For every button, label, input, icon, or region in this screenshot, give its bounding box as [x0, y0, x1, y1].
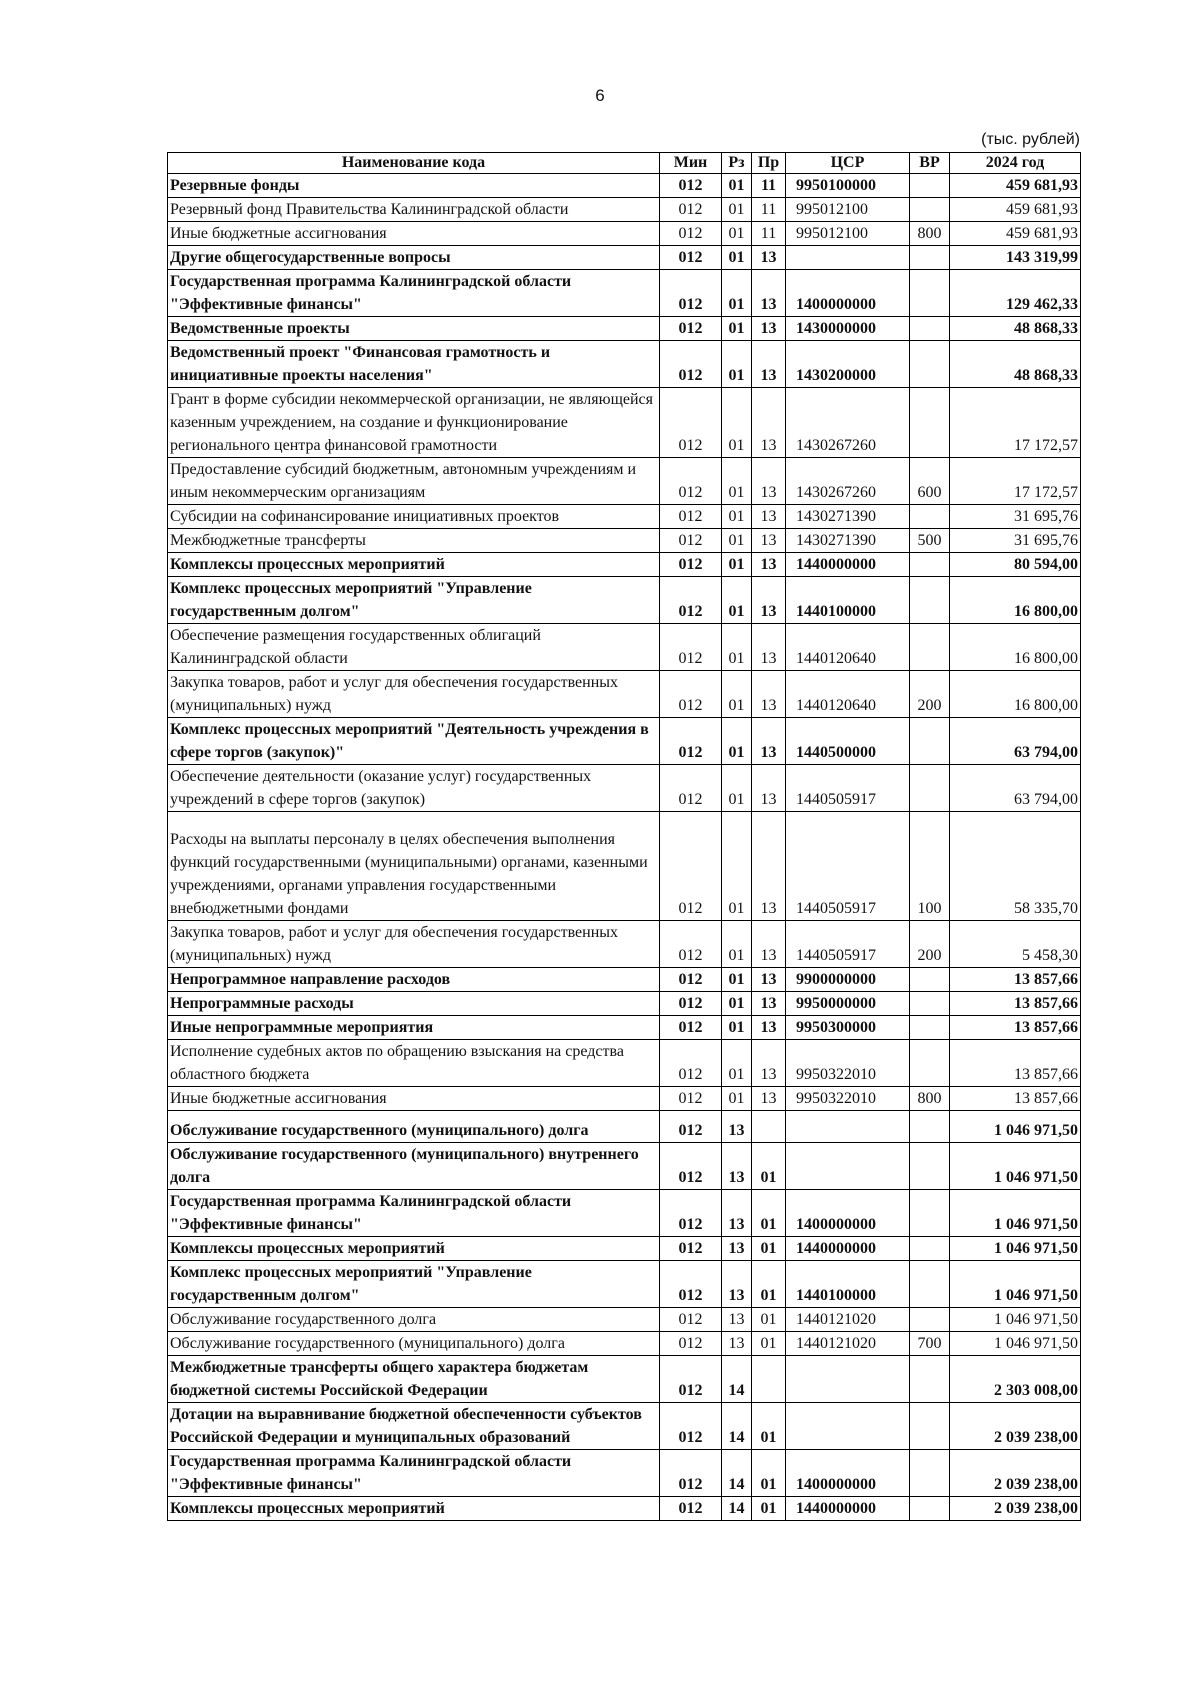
- row-name: Государственная программа Калининградской области "Эффективные финансы": [168, 270, 660, 317]
- row-name: Ведомственные проекты: [168, 317, 660, 341]
- row-csr: 1440120640: [786, 671, 910, 718]
- row-amount: 1 046 971,50: [950, 1261, 1081, 1308]
- table-row: [168, 1332, 1081, 1356]
- row-min: 012: [660, 1190, 722, 1237]
- row-amount: 16 800,00: [950, 577, 1081, 624]
- header-vr: ВР: [910, 153, 950, 174]
- table-row: [168, 1261, 1081, 1308]
- row-amount: 31 695,76: [950, 529, 1081, 553]
- table-row: [168, 812, 1081, 921]
- table-row: [168, 577, 1081, 624]
- row-amount: 459 681,93: [950, 222, 1081, 246]
- row-min: 012: [660, 174, 722, 198]
- row-csr: 1440100000: [786, 1261, 910, 1308]
- row-vr: [910, 1143, 950, 1190]
- row-rz: 01: [722, 222, 752, 246]
- row-amount: 80 594,00: [950, 553, 1081, 577]
- row-csr: 1430267260: [786, 458, 910, 505]
- row-rz: 01: [722, 968, 752, 992]
- row-vr: [910, 1261, 950, 1308]
- row-vr: [910, 1190, 950, 1237]
- header-year: 2024 год: [950, 153, 1081, 174]
- row-rz: 01: [722, 992, 752, 1016]
- row-pr: 13: [752, 718, 786, 765]
- table-row: [168, 1040, 1081, 1087]
- row-name: Грант в форме субсидии некоммерческой организации, не являющейся казенным учреждением, на создание и функционирование регионального центра финансовой грамотности: [168, 388, 660, 458]
- row-pr: [752, 1356, 786, 1403]
- row-min: 012: [660, 1403, 722, 1450]
- table-row: [168, 1143, 1081, 1190]
- row-rz: 01: [722, 174, 752, 198]
- row-csr: 1430271390: [786, 505, 910, 529]
- row-min: 012: [660, 1040, 722, 1087]
- row-csr: 1440000000: [786, 1497, 910, 1521]
- row-amount: 1 046 971,50: [950, 1237, 1081, 1261]
- row-name: Иные непрограммные мероприятия: [168, 1016, 660, 1040]
- table-row: [168, 765, 1081, 812]
- row-pr: 01: [752, 1332, 786, 1356]
- row-amount: 459 681,93: [950, 174, 1081, 198]
- row-amount: 48 868,33: [950, 341, 1081, 388]
- row-rz: 13: [722, 1237, 752, 1261]
- row-pr: 13: [752, 341, 786, 388]
- row-csr: 1440000000: [786, 553, 910, 577]
- row-pr: 01: [752, 1190, 786, 1237]
- row-csr: 1400000000: [786, 1190, 910, 1237]
- row-pr: 13: [752, 553, 786, 577]
- row-rz: 01: [722, 553, 752, 577]
- row-pr: 13: [752, 1040, 786, 1087]
- row-rz: 01: [722, 718, 752, 765]
- row-vr: [910, 992, 950, 1016]
- row-csr: 1440500000: [786, 718, 910, 765]
- row-amount: 31 695,76: [950, 505, 1081, 529]
- row-vr: [910, 1403, 950, 1450]
- row-pr: [752, 1111, 786, 1143]
- row-name: Комплекс процессных мероприятий "Управление государственным долгом": [168, 1261, 660, 1308]
- header-min: Мин: [660, 153, 722, 174]
- row-min: 012: [660, 1332, 722, 1356]
- row-name: Предоставление субсидий бюджетным, автономным учреждениям и иным некоммерческим организациям: [168, 458, 660, 505]
- row-name: Непрограммное направление расходов: [168, 968, 660, 992]
- row-min: 012: [660, 1356, 722, 1403]
- row-pr: 13: [752, 317, 786, 341]
- row-name: Расходы на выплаты персоналу в целях обеспечения выполнения функций государственными (муниципальными) органами, казенными учреждениями, органами управления государственными внебюджетными фондами: [168, 812, 660, 921]
- row-pr: 01: [752, 1308, 786, 1332]
- row-name: Иные бюджетные ассигнования: [168, 1087, 660, 1111]
- row-amount: 2 303 008,00: [950, 1356, 1081, 1403]
- row-min: 012: [660, 1143, 722, 1190]
- row-csr: [786, 246, 910, 270]
- row-csr: 1440121020: [786, 1308, 910, 1332]
- row-min: 012: [660, 458, 722, 505]
- row-csr: 1430267260: [786, 388, 910, 458]
- row-name: Обслуживание государственного долга: [168, 1308, 660, 1332]
- table-row: [168, 529, 1081, 553]
- row-csr: 1430000000: [786, 317, 910, 341]
- row-rz: 14: [722, 1356, 752, 1403]
- row-name: Резервный фонд Правительства Калининградской области: [168, 198, 660, 222]
- row-csr: 1440121020: [786, 1332, 910, 1356]
- row-pr: 13: [752, 1016, 786, 1040]
- row-amount: 2 039 238,00: [950, 1450, 1081, 1497]
- table-row: [168, 921, 1081, 968]
- row-min: 012: [660, 624, 722, 671]
- row-amount: 1 046 971,50: [950, 1190, 1081, 1237]
- row-pr: 13: [752, 577, 786, 624]
- row-name: Обслуживание государственного (муниципального) долга: [168, 1111, 660, 1143]
- row-name: Резервные фонды: [168, 174, 660, 198]
- row-csr: 9950300000: [786, 1016, 910, 1040]
- table-row: [168, 458, 1081, 505]
- row-csr: 1430271390: [786, 529, 910, 553]
- row-vr: [910, 718, 950, 765]
- row-vr: [910, 765, 950, 812]
- row-rz: 13: [722, 1308, 752, 1332]
- row-pr: 13: [752, 270, 786, 317]
- row-vr: [910, 1016, 950, 1040]
- row-name: Государственная программа Калининградской области "Эффективные финансы": [168, 1450, 660, 1497]
- row-min: 012: [660, 198, 722, 222]
- row-csr: 9900000000: [786, 968, 910, 992]
- row-amount: 48 868,33: [950, 317, 1081, 341]
- row-amount: 17 172,57: [950, 388, 1081, 458]
- row-name: Закупка товаров, работ и услуг для обеспечения государственных (муниципальных) нужд: [168, 671, 660, 718]
- row-rz: 01: [722, 270, 752, 317]
- table-body: [168, 174, 1081, 1521]
- row-min: 012: [660, 529, 722, 553]
- row-rz: 01: [722, 317, 752, 341]
- row-amount: 58 335,70: [950, 812, 1081, 921]
- row-name: Обеспечение размещения государственных облигаций Калининградской области: [168, 624, 660, 671]
- row-amount: 2 039 238,00: [950, 1497, 1081, 1521]
- row-vr: 800: [910, 222, 950, 246]
- row-min: 012: [660, 1087, 722, 1111]
- table-row: [168, 1087, 1081, 1111]
- row-csr: [786, 1111, 910, 1143]
- row-rz: 14: [722, 1497, 752, 1521]
- row-rz: 01: [722, 388, 752, 458]
- row-amount: 63 794,00: [950, 765, 1081, 812]
- row-min: 012: [660, 577, 722, 624]
- row-pr: 11: [752, 222, 786, 246]
- row-vr: [910, 1356, 950, 1403]
- row-min: 012: [660, 812, 722, 921]
- row-name: Государственная программа Калининградской области "Эффективные финансы": [168, 1190, 660, 1237]
- row-rz: 01: [722, 458, 752, 505]
- row-amount: 13 857,66: [950, 1040, 1081, 1087]
- row-vr: [910, 1308, 950, 1332]
- row-amount: 143 319,99: [950, 246, 1081, 270]
- row-vr: [910, 341, 950, 388]
- row-amount: 1 046 971,50: [950, 1143, 1081, 1190]
- row-amount: 16 800,00: [950, 671, 1081, 718]
- row-min: 012: [660, 921, 722, 968]
- row-vr: [910, 198, 950, 222]
- row-amount: 13 857,66: [950, 968, 1081, 992]
- row-vr: [910, 968, 950, 992]
- row-vr: 500: [910, 529, 950, 553]
- row-csr: [786, 1143, 910, 1190]
- row-name: Межбюджетные трансферты: [168, 529, 660, 553]
- row-pr: 01: [752, 1261, 786, 1308]
- row-pr: 01: [752, 1237, 786, 1261]
- table-row: [168, 1497, 1081, 1521]
- row-rz: 01: [722, 671, 752, 718]
- table-row: [168, 1190, 1081, 1237]
- row-csr: 1440000000: [786, 1237, 910, 1261]
- row-rz: 01: [722, 1016, 752, 1040]
- row-min: 012: [660, 1497, 722, 1521]
- row-csr: 9950100000: [786, 174, 910, 198]
- row-rz: 13: [722, 1190, 752, 1237]
- row-min: 012: [660, 341, 722, 388]
- row-pr: 01: [752, 1450, 786, 1497]
- table-row: [168, 270, 1081, 317]
- row-csr: 1400000000: [786, 270, 910, 317]
- row-min: 012: [660, 968, 722, 992]
- row-rz: 01: [722, 624, 752, 671]
- row-pr: 11: [752, 174, 786, 198]
- table-row: [168, 671, 1081, 718]
- budget-table: [167, 152, 1081, 1521]
- row-min: 012: [660, 992, 722, 1016]
- row-csr: 1440505917: [786, 765, 910, 812]
- row-rz: 01: [722, 246, 752, 270]
- row-pr: 13: [752, 1087, 786, 1111]
- table-row: [168, 198, 1081, 222]
- table-row: [168, 341, 1081, 388]
- row-name: Обслуживание государственного (муниципального) долга: [168, 1332, 660, 1356]
- row-min: 012: [660, 671, 722, 718]
- row-name: Комплекс процессных мероприятий "Управление государственным долгом": [168, 577, 660, 624]
- row-pr: 01: [752, 1497, 786, 1521]
- table-row: [168, 718, 1081, 765]
- row-pr: 13: [752, 968, 786, 992]
- row-vr: 100: [910, 812, 950, 921]
- row-rz: 13: [722, 1111, 752, 1143]
- row-pr: 13: [752, 458, 786, 505]
- row-vr: [910, 1040, 950, 1087]
- row-pr: 13: [752, 812, 786, 921]
- row-rz: 14: [722, 1403, 752, 1450]
- row-csr: 1440100000: [786, 577, 910, 624]
- table-row: [168, 553, 1081, 577]
- row-pr: 13: [752, 671, 786, 718]
- header-name: Наименование кода: [168, 153, 660, 174]
- row-min: 012: [660, 317, 722, 341]
- row-pr: 13: [752, 505, 786, 529]
- table-row: [168, 624, 1081, 671]
- row-name: Обеспечение деятельности (оказание услуг) государственных учреждений в сфере торгов (закупок): [168, 765, 660, 812]
- row-vr: [910, 577, 950, 624]
- row-rz: 01: [722, 341, 752, 388]
- row-pr: 13: [752, 765, 786, 812]
- row-csr: 995012100: [786, 198, 910, 222]
- row-name: Исполнение судебных актов по обращению взыскания на средства областного бюджета: [168, 1040, 660, 1087]
- row-min: 012: [660, 1111, 722, 1143]
- row-vr: [910, 270, 950, 317]
- row-vr: [910, 388, 950, 458]
- row-rz: 01: [722, 1087, 752, 1111]
- row-rz: 13: [722, 1143, 752, 1190]
- row-vr: [910, 1497, 950, 1521]
- row-vr: [910, 246, 950, 270]
- row-rz: 01: [722, 505, 752, 529]
- header-pr: Пр: [752, 153, 786, 174]
- row-amount: 16 800,00: [950, 624, 1081, 671]
- row-pr: 01: [752, 1143, 786, 1190]
- row-amount: 129 462,33: [950, 270, 1081, 317]
- row-rz: 01: [722, 577, 752, 624]
- row-name: Комплексы процессных мероприятий: [168, 1497, 660, 1521]
- row-min: 012: [660, 718, 722, 765]
- row-name: Ведомственный проект "Финансовая грамотность и инициативные проекты населения": [168, 341, 660, 388]
- row-pr: 13: [752, 921, 786, 968]
- table-row: [168, 1356, 1081, 1403]
- row-csr: 1440120640: [786, 624, 910, 671]
- row-csr: 1430200000: [786, 341, 910, 388]
- row-amount: 1 046 971,50: [950, 1111, 1081, 1143]
- row-amount: 13 857,66: [950, 1016, 1081, 1040]
- row-amount: 5 458,30: [950, 921, 1081, 968]
- row-pr: 01: [752, 1403, 786, 1450]
- table-row: [168, 1111, 1081, 1143]
- row-rz: 01: [722, 1040, 752, 1087]
- row-vr: [910, 317, 950, 341]
- row-min: 012: [660, 1016, 722, 1040]
- row-vr: [910, 174, 950, 198]
- row-rz: 13: [722, 1332, 752, 1356]
- row-csr: 9950322010: [786, 1087, 910, 1111]
- row-rz: 01: [722, 921, 752, 968]
- row-name: Межбюджетные трансферты общего характера бюджетам бюджетной системы Российской Федерации: [168, 1356, 660, 1403]
- row-rz: 01: [722, 765, 752, 812]
- row-pr: 13: [752, 624, 786, 671]
- row-pr: 13: [752, 529, 786, 553]
- row-csr: [786, 1356, 910, 1403]
- row-name: Комплексы процессных мероприятий: [168, 553, 660, 577]
- row-name: Другие общегосударственные вопросы: [168, 246, 660, 270]
- row-min: 012: [660, 222, 722, 246]
- row-amount: 2 039 238,00: [950, 1403, 1081, 1450]
- row-vr: 800: [910, 1087, 950, 1111]
- table-row: [168, 174, 1081, 198]
- table-row: [168, 222, 1081, 246]
- row-amount: 459 681,93: [950, 198, 1081, 222]
- row-name: Непрограммные расходы: [168, 992, 660, 1016]
- row-name: Комплексы процессных мероприятий: [168, 1237, 660, 1261]
- row-vr: [910, 624, 950, 671]
- table-row: [168, 1237, 1081, 1261]
- row-min: 012: [660, 765, 722, 812]
- row-min: 012: [660, 553, 722, 577]
- row-name: Субсидии на софинансирование инициативных проектов: [168, 505, 660, 529]
- row-pr: 11: [752, 198, 786, 222]
- row-min: 012: [660, 505, 722, 529]
- row-rz: 01: [722, 198, 752, 222]
- row-vr: [910, 1450, 950, 1497]
- units-label: (тыс. рублей): [981, 131, 1080, 148]
- row-csr: 995012100: [786, 222, 910, 246]
- row-csr: 1440505917: [786, 812, 910, 921]
- row-csr: 1400000000: [786, 1450, 910, 1497]
- row-name: Закупка товаров, работ и услуг для обеспечения государственных (муниципальных) нужд: [168, 921, 660, 968]
- table-row: [168, 1016, 1081, 1040]
- row-min: 012: [660, 270, 722, 317]
- table-header-row: [168, 153, 1081, 174]
- row-amount: 63 794,00: [950, 718, 1081, 765]
- row-vr: 200: [910, 671, 950, 718]
- row-min: 012: [660, 1237, 722, 1261]
- table-row: [168, 317, 1081, 341]
- row-min: 012: [660, 1308, 722, 1332]
- header-csr: ЦСР: [786, 153, 910, 174]
- row-amount: 13 857,66: [950, 992, 1081, 1016]
- row-name: Обслуживание государственного (муниципального) внутреннего долга: [168, 1143, 660, 1190]
- header-rz: Рз: [722, 153, 752, 174]
- table-row: [168, 992, 1081, 1016]
- row-csr: [786, 1403, 910, 1450]
- table-row: [168, 388, 1081, 458]
- table-row: [168, 505, 1081, 529]
- row-csr: 9950322010: [786, 1040, 910, 1087]
- row-min: 012: [660, 388, 722, 458]
- page-number: 6: [595, 86, 605, 105]
- row-name: Комплекс процессных мероприятий "Деятельность учреждения в сфере торгов (закупок)": [168, 718, 660, 765]
- row-rz: 01: [722, 529, 752, 553]
- row-pr: 13: [752, 992, 786, 1016]
- row-pr: 13: [752, 246, 786, 270]
- table-row: [168, 1308, 1081, 1332]
- row-vr: 200: [910, 921, 950, 968]
- row-amount: 1 046 971,50: [950, 1308, 1081, 1332]
- row-min: 012: [660, 246, 722, 270]
- row-rz: 14: [722, 1450, 752, 1497]
- row-vr: [910, 553, 950, 577]
- row-rz: 13: [722, 1261, 752, 1308]
- row-rz: 01: [722, 812, 752, 921]
- row-amount: 13 857,66: [950, 1087, 1081, 1111]
- table-row: [168, 968, 1081, 992]
- row-name: Дотации на выравнивание бюджетной обеспеченности субъектов Российской Федерации и муниципальных образований: [168, 1403, 660, 1450]
- table-row: [168, 1450, 1081, 1497]
- row-min: 012: [660, 1450, 722, 1497]
- row-vr: [910, 1237, 950, 1261]
- row-name: Иные бюджетные ассигнования: [168, 222, 660, 246]
- table-row: [168, 1403, 1081, 1450]
- row-vr: 600: [910, 458, 950, 505]
- table-row: [168, 246, 1081, 270]
- row-vr: [910, 1111, 950, 1143]
- row-csr: 1440505917: [786, 921, 910, 968]
- row-amount: 17 172,57: [950, 458, 1081, 505]
- row-min: 012: [660, 1261, 722, 1308]
- row-pr: 13: [752, 388, 786, 458]
- row-vr: 700: [910, 1332, 950, 1356]
- row-csr: 9950000000: [786, 992, 910, 1016]
- row-amount: 1 046 971,50: [950, 1332, 1081, 1356]
- row-vr: [910, 505, 950, 529]
